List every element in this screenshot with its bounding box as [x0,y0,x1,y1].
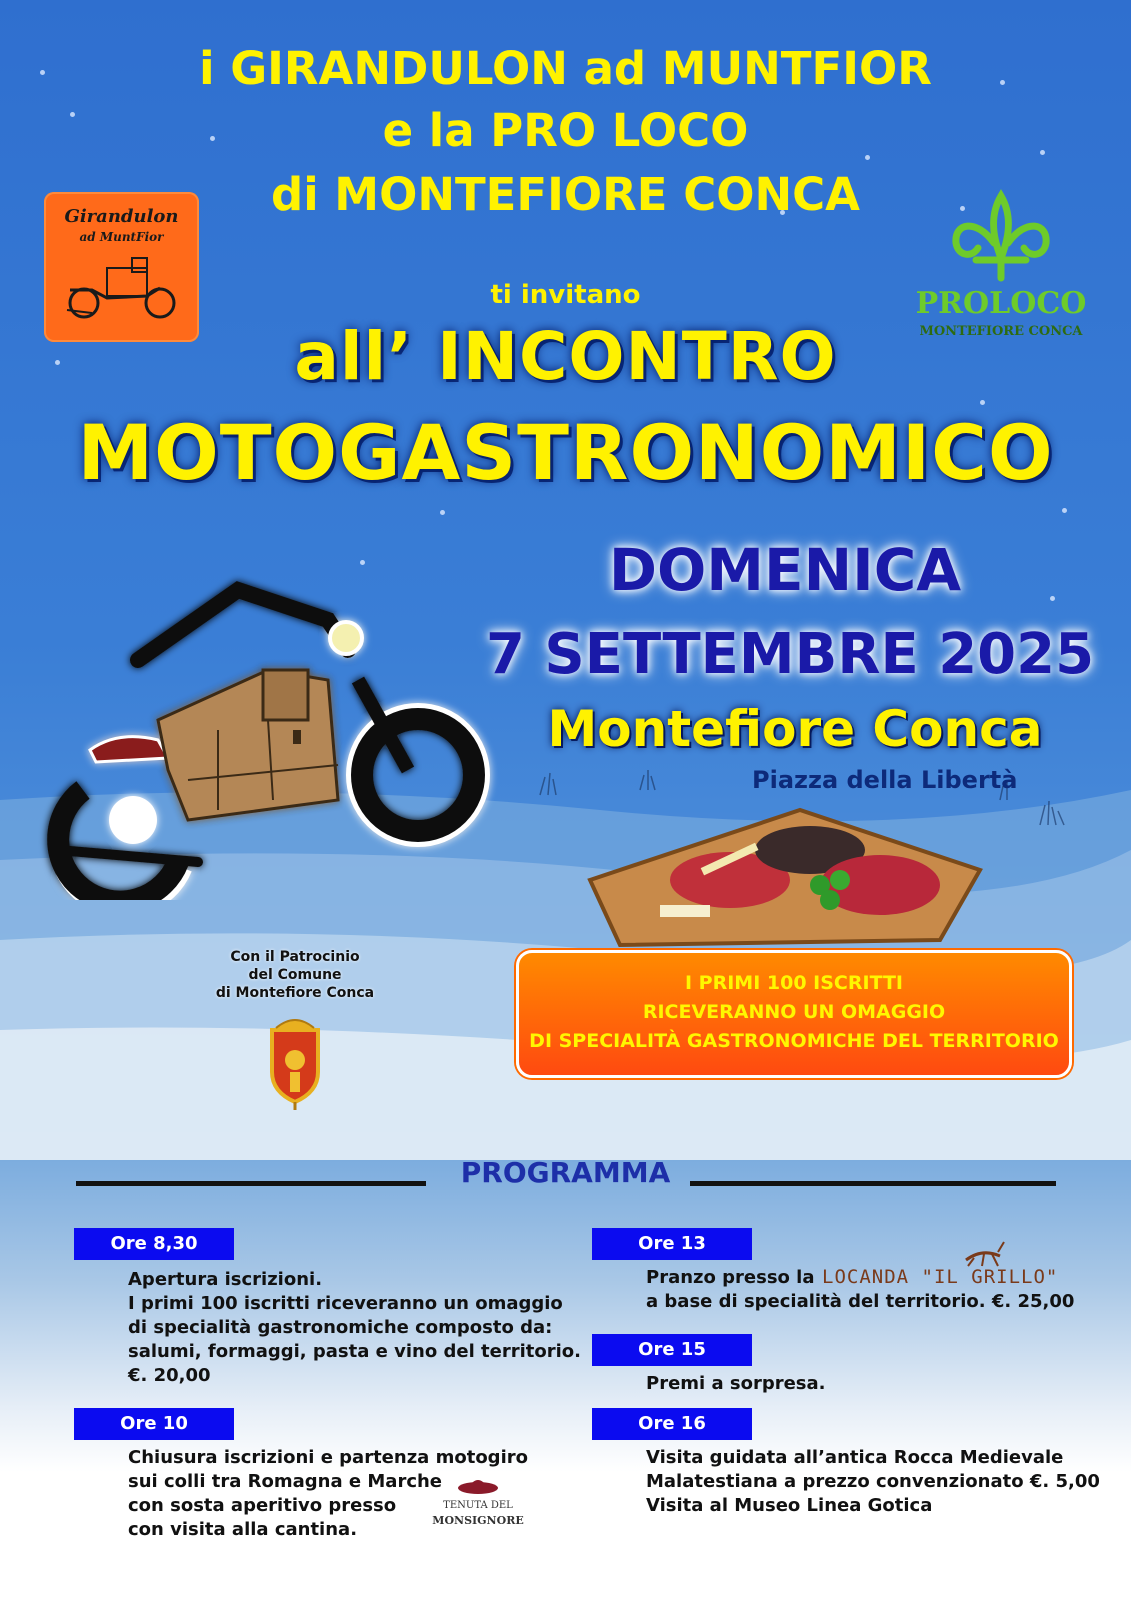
program-line: Premi a sorpresa. [646,1373,826,1394]
program-item-0830 [128,1268,581,1388]
municipal-crest-icon [262,1010,328,1110]
program-item-16 [646,1446,1100,1518]
program-title: PROGRAMMA [460,1156,671,1189]
program-line: sui colli tra Romagna e Marche [128,1471,443,1492]
organizer-line-2: e la PRO LOCO [382,104,749,157]
program-divider-right [690,1181,1056,1186]
food-board-illustration [580,800,1000,950]
promo-line-2: RICEVERANNO UN OMAGGIO [642,1001,946,1023]
proloco-logo-town: MONTEFIORE CONCA [919,324,1083,339]
tenuta-line-1: TENUTA DEL [443,1500,513,1511]
promo-box [516,950,1072,1078]
organizer-line-3: di MONTEFIORE CONCA [270,168,861,221]
lily-icon [946,188,1056,283]
proloco-logo-name: PROLOCO [915,286,1087,321]
event-place: Montefiore Conca [547,700,1043,758]
patronage-line-2: del Comune [248,967,342,984]
time-badge-0830: Ore 8,30 [74,1228,234,1260]
invite-text: ti invitano [490,280,641,310]
tenuta-line-2: MONSIGNORE [432,1514,524,1527]
event-square: Piazza della Libertà [752,766,1018,794]
title-line-2: MOTOGASTRONOMICO [77,408,1054,497]
girandulon-logo-line-1: Girandulon [64,206,179,227]
program-line: Pranzo presso la [646,1267,815,1288]
event-day: DOMENICA [608,536,962,604]
girandulon-logo-line-2: ad MuntFior [79,230,164,244]
patronage-line-1: Con il Patrocinio [230,949,360,965]
tenuta-monsignore-logo [428,1474,528,1546]
program-line: a base di specialità del territorio. €. 25,00 [646,1291,1075,1312]
time-badge-15: Ore 15 [592,1334,752,1366]
program-line: Chiusura iscrizioni e partenza motogiro [128,1447,528,1468]
time-badge-10: Ore 10 [74,1408,234,1440]
program-line: con visita alla cantina. [128,1519,358,1540]
promo-line-1: I PRIMI 100 ISCRITTI [685,972,903,994]
patronage-text [205,948,385,1003]
program-line: €. 20,00 [128,1365,211,1386]
program-line: di specialità gastronomiche composto da: [128,1317,553,1338]
program-item-15 [646,1372,826,1396]
time-badge-13: Ore 13 [592,1228,752,1260]
program-line: Visita al Museo Linea Gotica [646,1495,933,1516]
program-line: Malatestiana a prezzo convenzionato €. 5,00 [646,1471,1100,1492]
program-line: salumi, formaggi, pasta e vino del territorio. [128,1341,581,1362]
event-date: 7 SETTEMBRE 2025 [485,622,1095,687]
locanda-grillo-logo: LOCANDA "IL GRILLO" [822,1266,1059,1288]
time-badge-16: Ore 16 [592,1408,752,1440]
program-line: I primi 100 iscritti riceveranno un omaggio [128,1293,563,1314]
hat-icon [456,1474,500,1496]
motorbike-castle-illustration [38,570,508,900]
program-line: Visita guidata all’antica Rocca Medievale [646,1447,1064,1468]
program-line: con sosta aperitivo presso [128,1495,397,1516]
title-line-1: all’ INCONTRO [294,318,837,395]
cricket-icon [962,1240,1006,1268]
patronage-line-3: di Montefiore Conca [215,985,375,1002]
program-line: Apertura iscrizioni. [128,1269,323,1290]
organizer-line-1: i GIRANDULON ad MUNTFIOR [199,42,932,95]
promo-line-3: DI SPECIALITÀ GASTRONOMICHE DEL TERRITORIO [529,1030,1059,1052]
